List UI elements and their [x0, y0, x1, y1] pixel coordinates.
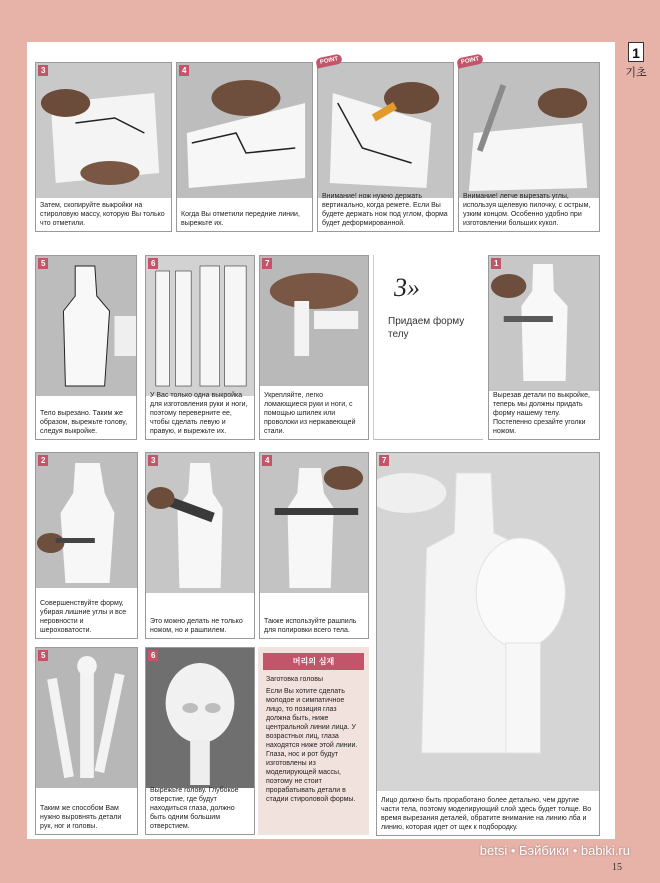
step-number: 3 — [38, 65, 48, 76]
chapter-label: 기초 — [625, 66, 647, 79]
step-number: 7 — [379, 455, 389, 466]
step-photo — [146, 453, 254, 593]
step-caption: Вырезав детали по выкройке, теперь мы должны придать форму нашему телу. Постепенно срезайте уголки ножом. — [493, 392, 590, 435]
step-card-large — [376, 452, 600, 836]
watermark: betsi • Бэйбики • babiki.ru — [479, 843, 630, 858]
step-photo — [318, 63, 453, 198]
step-caption: Совершенствуйте форму, убирая лишние углы и все неровности и шероховатости. — [40, 600, 127, 634]
step-caption: Укрепляйте, легко ломающиеся руки и ноги, с помощью шпилек или проволоки из нержавеющей стали. — [264, 392, 356, 435]
step-photo — [489, 256, 599, 391]
point-badge: POINT — [456, 53, 484, 68]
step-photo — [36, 453, 137, 588]
step-number: 2 — [38, 455, 48, 466]
step-photo — [459, 63, 599, 198]
step-card — [35, 62, 172, 232]
step-card — [35, 255, 137, 440]
step-caption: Это можно делать не только ножом, но и рашпилем. — [150, 618, 243, 634]
step-photo — [146, 256, 254, 396]
step-card — [145, 452, 255, 639]
section-header — [373, 255, 483, 440]
step-caption: Затем, скопируйте выкройки на стироловую массу, которую Вы только что отметили. — [40, 202, 165, 227]
chapter-number: 1 — [628, 42, 644, 62]
step-card — [259, 452, 369, 639]
page-number: 15 — [612, 862, 622, 873]
step-caption: Лицо должно быть проработано более детально, чем другие части тела, поэтому моделирующий слой здесь будет толще. Во время вырезания деталей, обратите внимание на линию лба и линию, которая идет от щек к подбородку. — [381, 797, 592, 831]
step-caption: У Вас только одна выкройка для изготовления руки и ноги, поэтому переверните ее, чтобы сделать левую и правую, и вырежьте их. — [150, 392, 248, 435]
step-number: 3 — [148, 455, 158, 466]
step-photo — [260, 256, 368, 386]
point-badge: POINT — [315, 53, 343, 68]
section-number: 3» — [394, 273, 420, 302]
step-card — [35, 647, 138, 835]
step-photo — [36, 256, 136, 396]
step-photo — [36, 648, 137, 788]
step-number: 5 — [38, 650, 48, 661]
section-title: Придаем форму телу — [388, 316, 465, 340]
step-photo — [260, 453, 368, 593]
step-caption: Внимание! нож нужно держать вертикально, когда режете. Если Вы будете держать нож под углом, форма будет деформированной. — [322, 193, 448, 227]
step-caption: Вырежьте голову. Глубокое отверстие, где будут находиться глаза, должно быть одним большим отверстием. — [150, 787, 239, 830]
tip-text: Если Вы хотите сделать молодое и симпатичное лицо, то позиция глаз должна быть, ниже центральной линии лица. У возрастных лиц, глаза находятся ниже этой линии. Глаза, нос и рот будут изготовлены из моделирующей массы, поэтому не стоит прорабатывать детали в стадии стироловой формы. — [266, 688, 358, 803]
step-photo — [377, 453, 599, 791]
step-photo — [36, 63, 171, 198]
step-caption: Внимание! легче вырезать углы, используя щелевую пилочку, с острым, узким концом. Особенно удобно при изготовлении больших кукол. — [463, 193, 591, 227]
step-number: 4 — [262, 455, 272, 466]
step-card — [145, 647, 255, 835]
step-card — [317, 56, 454, 232]
step-caption: Также используйте рашпиль для полировки всего тела. — [264, 618, 357, 634]
step-card — [259, 255, 369, 440]
step-number: 7 — [262, 258, 272, 269]
step-card — [458, 56, 600, 232]
tip-title: 머리의 심재 — [263, 653, 364, 670]
step-number: 6 — [148, 258, 158, 269]
step-caption: Когда Вы отметили передние линии, вырежьте их. — [181, 211, 300, 227]
tip-box — [258, 647, 369, 835]
step-photo — [146, 648, 254, 788]
step-number: 5 — [38, 258, 48, 269]
step-card — [488, 255, 600, 440]
step-number: 6 — [148, 650, 158, 661]
step-card — [176, 62, 313, 232]
step-caption: Таким же способом Вам нужно выровнять детали рук, ног и головы. — [40, 805, 122, 830]
step-card — [35, 452, 138, 639]
step-number: 1 — [491, 258, 501, 269]
step-photo — [177, 63, 312, 198]
step-card — [145, 255, 255, 440]
step-caption: Тело вырезано. Таким же образом, вырежьте голову, следуя выкройке. — [40, 410, 128, 435]
chapter-tab — [624, 42, 648, 92]
step-number: 4 — [179, 65, 189, 76]
tip-subtitle: Заготовка головы — [266, 676, 323, 683]
